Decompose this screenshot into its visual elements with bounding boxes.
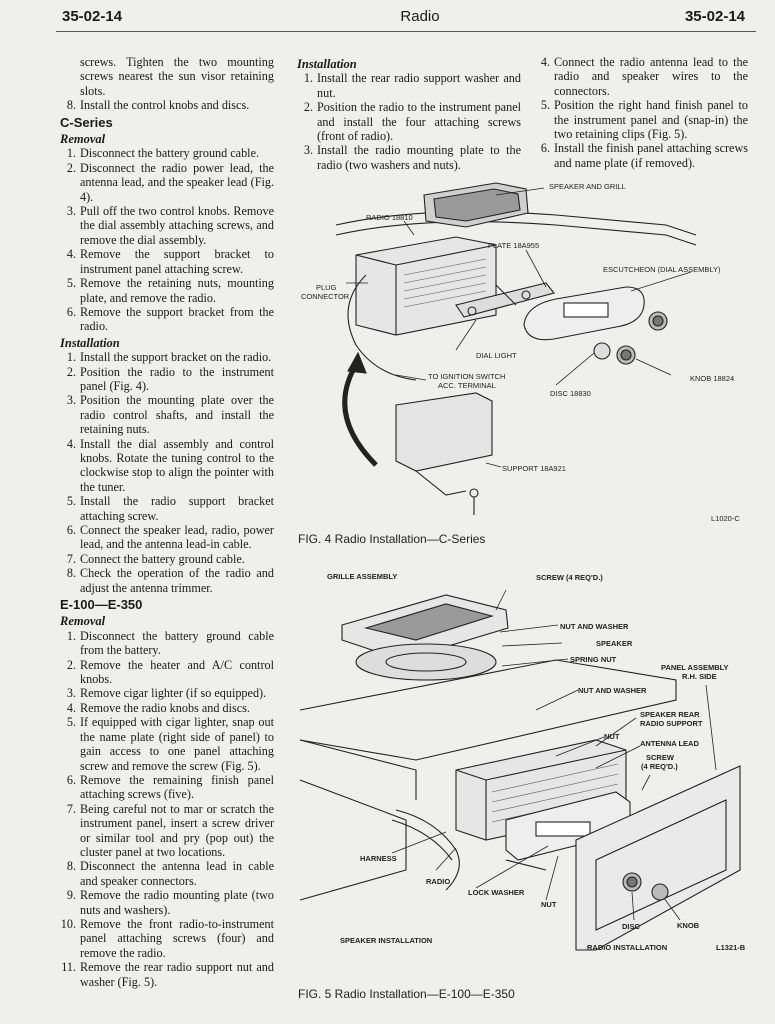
step-number: 2. xyxy=(66,364,76,379)
step-number: 8. xyxy=(66,566,76,581)
step xyxy=(60,629,274,658)
installation-steps-list-e-cont xyxy=(534,55,748,170)
step-text: Remove the remaining finish panel attaching screws (five). xyxy=(80,772,274,802)
step xyxy=(60,658,274,687)
fig5-label-radio-installation: RADIO INSTALLATION xyxy=(587,943,668,952)
installation-steps-list xyxy=(60,350,274,595)
fig5-code: L1321-B xyxy=(716,943,746,952)
fig5-label-nut-2: NUT xyxy=(541,900,557,909)
fig4-caption: FIG. 4 Radio Installation—C-Series xyxy=(298,532,486,546)
fig4-label-ignition: TO IGNITION SWITCH xyxy=(428,372,506,381)
step xyxy=(60,566,274,595)
step-number: 4. xyxy=(66,247,76,262)
step-text: Remove the heater and A/C control knobs. xyxy=(80,657,274,687)
fig4-label-escutcheon: ESCUTCHEON (DIAL ASSEMBLY) xyxy=(603,265,721,274)
step-number: 3. xyxy=(66,686,76,701)
step xyxy=(60,437,274,495)
step-number: 3. xyxy=(66,204,76,219)
header-rule xyxy=(56,31,756,32)
step xyxy=(534,141,748,170)
fig5-label-rh-side: R.H. SIDE xyxy=(682,672,717,681)
step xyxy=(60,204,274,247)
page-number-left: 35-02-14 xyxy=(62,8,123,25)
step xyxy=(297,100,521,143)
step xyxy=(60,350,274,364)
step-text: Position the radio to the instrument panel (Fig. 4). xyxy=(80,364,274,393)
step-text: Install the support bracket on the radio. xyxy=(80,350,272,365)
step xyxy=(60,552,274,566)
step-text: Install the finish panel attaching screws and name plate (if removed). xyxy=(554,141,748,170)
step-number: 5. xyxy=(66,494,76,509)
step-text: Install the rear radio support washer and nut. xyxy=(317,71,521,100)
step xyxy=(60,494,274,523)
step xyxy=(297,143,521,172)
fig4-label-acc-terminal: ACC. TERMINAL xyxy=(438,381,496,390)
fig4-label-disc: DISC 18830 xyxy=(550,389,591,398)
step-number: 2. xyxy=(303,100,313,115)
step-number: 5. xyxy=(66,715,76,730)
fig5-label-lock-washer: LOCK WASHER xyxy=(468,888,525,897)
step-text: Position the mounting plate over the radio control shafts, and install the retaining nuts. xyxy=(80,393,274,437)
installation-steps-list-e xyxy=(297,71,521,172)
step xyxy=(60,701,274,715)
step-text: Position the radio to the instrument panel and install the four attaching screws (front of radio). xyxy=(317,100,521,144)
fig4-label-radio: RADIO 18810 xyxy=(366,213,413,222)
fig5-label-harness: HARNESS xyxy=(360,854,397,863)
fig5-label-speaker: SPEAKER xyxy=(596,639,633,648)
step xyxy=(60,773,274,802)
step xyxy=(534,98,748,141)
fig5-label-disc: DISC xyxy=(622,922,640,931)
step xyxy=(60,146,274,160)
step-number: 1. xyxy=(303,71,313,86)
fig5-label-spring-nut: SPRING NUT xyxy=(570,655,617,664)
fig5-caption: FIG. 5 Radio Installation—E-100—E-350 xyxy=(298,987,515,1001)
fig5-label-nut: NUT xyxy=(604,732,620,741)
step-text: If equipped with cigar lighter, snap out the name plate (right side of panel) to gain access to one panel attaching screw and remove the screw (Fig. 5). xyxy=(80,715,274,773)
step-number: 11. xyxy=(61,960,76,975)
step xyxy=(60,305,274,334)
step xyxy=(60,802,274,860)
step-number: 2. xyxy=(66,657,76,672)
step xyxy=(60,393,274,436)
step-number: 6. xyxy=(66,304,76,319)
fig5-label-panel-assembly: PANEL ASSEMBLY xyxy=(661,663,729,672)
fig5-label-knob: KNOB xyxy=(677,921,700,930)
fig5-label-grille: GRILLE ASSEMBLY xyxy=(327,572,398,581)
step-text: Remove the support bracket from the radio. xyxy=(80,304,274,334)
step-text: Remove the front radio-to-instrument panel attaching screws (four) and remove the radio. xyxy=(80,916,274,960)
fig4-illustration xyxy=(296,175,756,535)
step-text: Check the operation of the radio and adjust the antenna trimmer. xyxy=(80,566,274,595)
fig5-label-speaker-installation: SPEAKER INSTALLATION xyxy=(340,936,433,945)
step-number: 10. xyxy=(60,916,76,931)
subheading-installation: Installation xyxy=(60,335,120,350)
step-number: 8. xyxy=(66,98,76,113)
fig5-label-screw: SCREW xyxy=(646,753,674,762)
step-number: 1. xyxy=(66,628,76,643)
removal-steps-list-e xyxy=(60,629,274,989)
step-text: Pull off the two control knobs. Remove the dial assembly attaching screws, and remove the dial assembly. xyxy=(80,204,274,247)
fig4-label-connector: CONNECTOR xyxy=(301,292,350,301)
step-number: 5. xyxy=(66,276,76,291)
fig5-label-screw-qty: (4 REQ'D.) xyxy=(641,762,678,771)
step xyxy=(297,71,521,100)
step-number: 6. xyxy=(66,772,76,787)
fig4-label-plug: PLUG xyxy=(316,283,337,292)
section-heading-e-series: E-100—E-350 xyxy=(60,597,143,613)
step xyxy=(60,365,274,394)
step-text: Connect the speaker lead, radio, power lead, and the antenna lead-in cable. xyxy=(80,523,274,552)
subheading-removal-e: Removal xyxy=(60,614,106,629)
step-text: Connect the battery ground cable. xyxy=(80,551,245,566)
step xyxy=(60,276,274,305)
fig5-label-nut-washer-2: NUT AND WASHER xyxy=(578,686,647,695)
column-3 xyxy=(534,55,748,170)
fig4-code: L1020-C xyxy=(711,514,740,523)
step xyxy=(60,715,274,773)
step-number: 6. xyxy=(540,141,550,156)
step-number: 4. xyxy=(66,700,76,715)
step-number: 4. xyxy=(540,55,550,69)
step-number: 9. xyxy=(66,888,76,903)
page-header xyxy=(0,8,775,30)
step-number: 8. xyxy=(66,859,76,874)
step xyxy=(60,917,274,960)
fig4-label-plate: PLATE 18A955 xyxy=(488,241,540,250)
fig5-label-nut-washer: NUT AND WASHER xyxy=(560,622,629,631)
step-text: Position the right hand finish panel to the instrument panel and (snap-in) the two retaining clips (Fig. 5). xyxy=(554,98,748,142)
fig4-label-knob: KNOB 18824 xyxy=(690,374,735,383)
continued-text: screws. Tighten the two mounting screws nearest the sun visor retaining slots. xyxy=(80,55,274,98)
step-number: 2. xyxy=(66,160,76,175)
step-text: Disconnect the battery ground cable. xyxy=(80,146,260,161)
page-section-title: Radio xyxy=(400,8,440,25)
step xyxy=(60,859,274,888)
step-number: 3. xyxy=(66,393,76,408)
step-text: Disconnect the radio power lead, the antenna lead, and the speaker lead (Fig. 4). xyxy=(80,160,274,204)
step-number: 7. xyxy=(66,801,76,816)
step-text: Disconnect the antenna lead in cable and speaker connectors. xyxy=(80,859,274,888)
page-number-right: 35-02-14 xyxy=(684,8,745,25)
step xyxy=(60,161,274,204)
step-text: Remove the support bracket to instrument panel attaching screw. xyxy=(80,247,274,276)
step-text: Remove the retaining nuts, mounting plate, and remove the radio. xyxy=(80,276,274,305)
fig5-label-radio: RADIO xyxy=(426,877,451,886)
fig5-illustration xyxy=(296,570,756,960)
section-heading-c-series: C-Series xyxy=(60,114,113,130)
step xyxy=(60,523,274,552)
step xyxy=(60,960,274,989)
step-number: 5. xyxy=(540,98,550,113)
step-number: 4. xyxy=(66,436,76,451)
step-text: Being careful not to mar or scratch the instrument panel, insert a screw driver or similar tool and pry (pop out) the cluster panel at two locations. xyxy=(80,801,274,859)
fig5-label-screw4: SCREW (4 REQ'D.) xyxy=(536,573,603,582)
step-number: 1. xyxy=(66,350,76,365)
step-number: 7. xyxy=(66,551,76,566)
fig5-label-radio-support: RADIO SUPPORT xyxy=(640,719,703,728)
step-number: 3. xyxy=(303,143,313,158)
step-text: Disconnect the battery ground cable from the battery. xyxy=(80,628,274,658)
step-text: Remove the radio mounting plate (two nuts and washers). xyxy=(80,888,274,917)
fig5-label-antenna-lead: ANTENNA LEAD xyxy=(640,739,699,748)
fig4-label-dial-light: DIAL LIGHT xyxy=(476,351,517,360)
step xyxy=(534,55,748,98)
step-text: Install the dial assembly and control knobs. Rotate the tuning control to the clockwise stop to align the pointer with the tuner. xyxy=(80,436,274,494)
step-text: Remove the rear radio support nut and washer (Fig. 5). xyxy=(80,960,274,989)
fig4-label-speaker-grill: SPEAKER AND GRILL xyxy=(549,182,626,191)
step-text: Remove cigar lighter (if so equipped). xyxy=(80,686,267,701)
fig4-label-support: SUPPORT 18A921 xyxy=(502,464,566,473)
subheading-installation-e: Installation xyxy=(297,57,357,71)
step-number: 1. xyxy=(66,146,76,161)
step xyxy=(60,888,274,917)
step-text: Install the radio support bracket attaching screw. xyxy=(80,494,274,523)
step-text: Install the radio mounting plate to the radio (two washers and nuts). xyxy=(317,143,521,172)
step-text: Remove the radio knobs and discs. xyxy=(80,700,250,715)
column-2 xyxy=(297,55,521,172)
subheading-removal: Removal xyxy=(60,132,106,147)
step xyxy=(60,98,274,112)
step xyxy=(60,247,274,276)
fig5-label-speaker-rear: SPEAKER REAR xyxy=(640,710,700,719)
step-number: 6. xyxy=(66,523,76,537)
step xyxy=(60,686,274,700)
removal-steps-list xyxy=(60,146,274,333)
step-text: Connect the radio antenna lead to the radio and speaker wires to the connectors. xyxy=(554,55,748,98)
column-1 xyxy=(60,55,274,989)
step-text: Install the control knobs and discs. xyxy=(80,98,250,113)
